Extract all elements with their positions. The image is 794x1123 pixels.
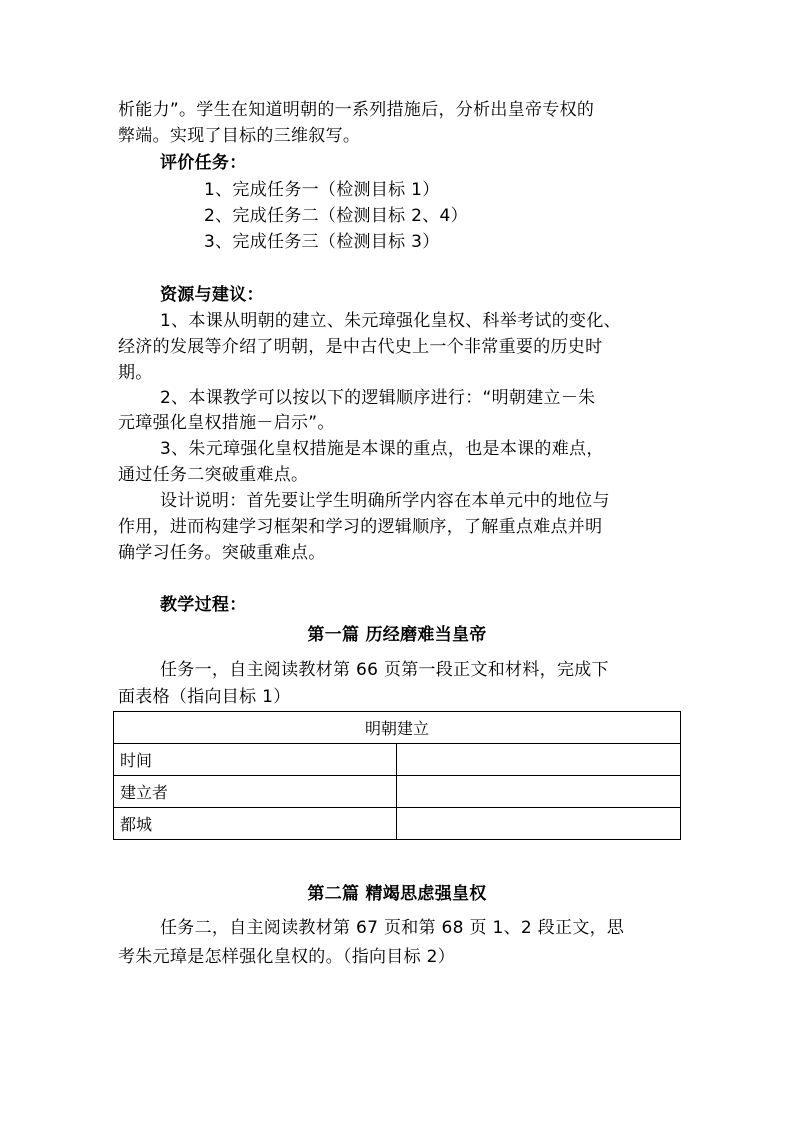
resources-p2-line-1: 2、本课教学可以按以下的逻辑顺序进行：“明朝建立－朱 xyxy=(160,388,596,408)
resources-p1-line-1: 1、本课从明朝的建立、朱元璋强化皇权、科举考试的变化、 xyxy=(160,311,621,331)
resources-heading: 资源与建议： xyxy=(160,285,264,305)
resources-p1-line-2: 经济的发展等介绍了明朝，是中古代史上一个非常重要的历史时 xyxy=(118,337,603,357)
table-cell-label: 建立者 xyxy=(114,776,397,808)
task1-line-1: 任务一，自主阅读教材第 66 页第一段正文和材料，完成下 xyxy=(160,660,609,680)
table-header-row xyxy=(114,712,681,744)
table-row xyxy=(114,808,681,840)
resources-p4-line-2: 作用，进而构建学习框架和学习的逻辑顺序，了解重点难点并明 xyxy=(118,517,603,537)
resources-p2-line-2: 元璋强化皇权措施－启示”。 xyxy=(118,413,335,433)
task2-line-1: 任务二，自主阅读教材第 67 页和第 68 页 1、2 段正文，思 xyxy=(160,918,625,938)
evaluation-heading: 评价任务： xyxy=(160,153,247,173)
evaluation-item-3: 3、完成任务三（检测目标 3） xyxy=(204,232,440,252)
table-row xyxy=(114,744,681,776)
evaluation-item-2: 2、完成任务二（检测目标 2、4） xyxy=(204,206,468,226)
table-cell-label: 都城 xyxy=(114,808,397,840)
resources-p3-line-2: 通过任务二突破重难点。 xyxy=(118,465,309,485)
resources-p4-line-1: 设计说明：首先要让学生明确所学内容在本单元中的地位与 xyxy=(160,491,610,511)
task1-line-2: 面表格（指向目标 1） xyxy=(118,687,291,707)
resources-p4-line-3: 确学习任务。突破重难点。 xyxy=(118,543,326,563)
table-cell-value xyxy=(397,808,681,840)
evaluation-item-1: 1、完成任务一（检测目标 1） xyxy=(204,180,440,200)
part2-title: 第二篇 精竭思虑强皇权 xyxy=(307,884,487,904)
task2-line-2: 考朱元璋是怎样强化皇权的。（指向目标 2） xyxy=(118,947,456,967)
table-row xyxy=(114,776,681,808)
table-header: 明朝建立 xyxy=(114,712,681,744)
table-cell-label: 时间 xyxy=(114,744,397,776)
founding-table xyxy=(113,711,681,840)
process-heading: 教学过程： xyxy=(160,595,247,615)
resources-p3-line-1: 3、朱元璋强化皇权措施是本课的重点，也是本课的难点， xyxy=(160,439,604,459)
intro-line-2: 弊端。实现了目标的三维叙写。 xyxy=(118,126,361,146)
table-cell-value xyxy=(397,776,681,808)
table-cell-value xyxy=(397,744,681,776)
part1-title: 第一篇 历经磨难当皇帝 xyxy=(307,625,487,645)
intro-line-1: 析能力”。学生在知道明朝的一系列措施后，分析出皇帝专权的 xyxy=(118,100,595,120)
resources-p1-line-3: 期。 xyxy=(118,363,153,383)
